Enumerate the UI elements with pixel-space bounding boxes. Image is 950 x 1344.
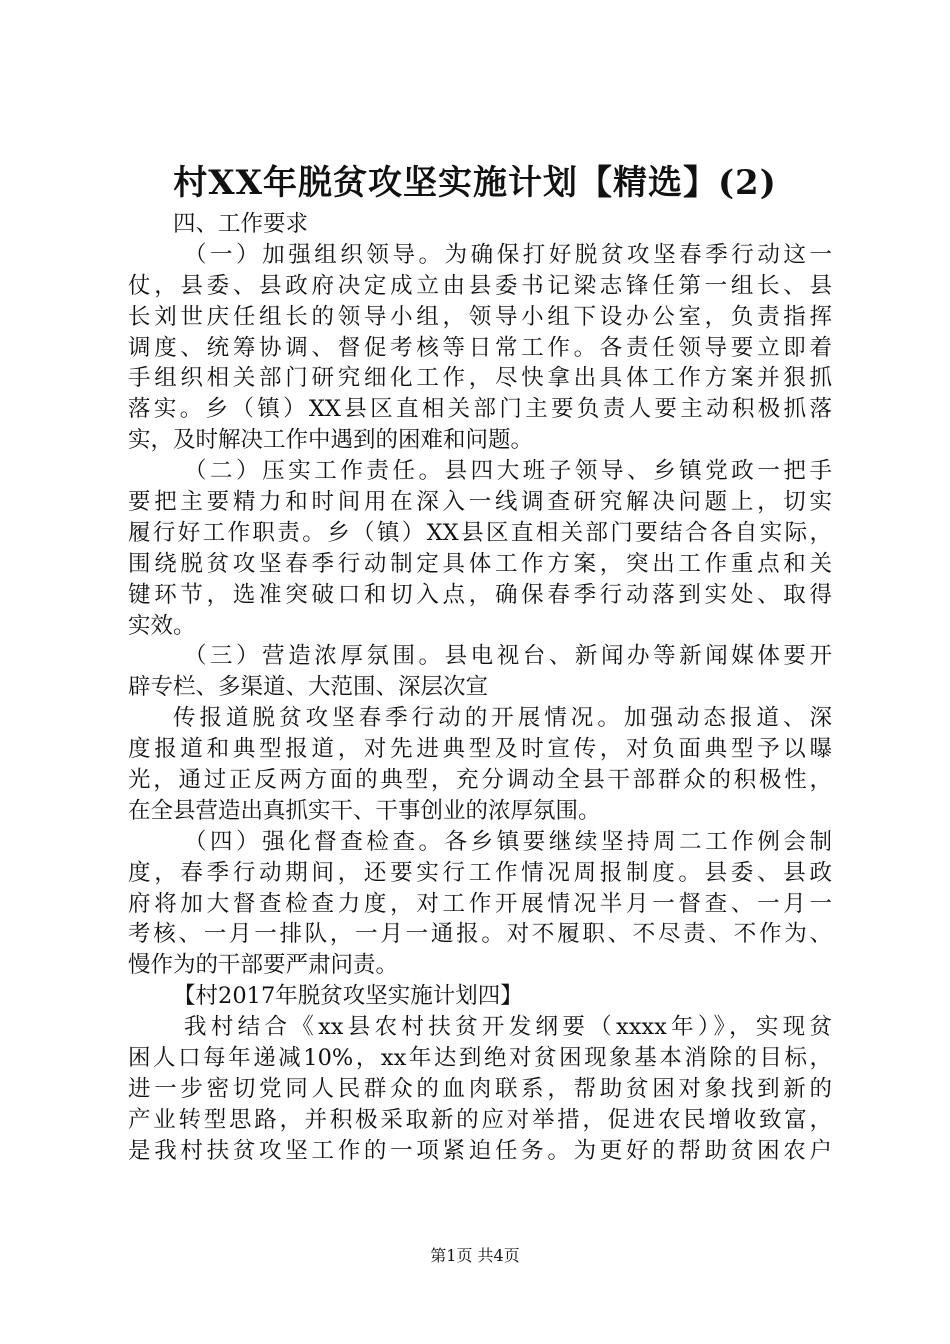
paragraph-line: 考核、一月一排队，一月一通报。对不履职、不尽责、不作为、: [128, 921, 832, 948]
section-heading: 【村2017年脱贫攻坚实施计划四】: [173, 983, 523, 1010]
paragraph-line: 辟专栏、多渠道、大范围、深层次宣: [128, 674, 489, 701]
paragraph-line: 键环节，选准突破口和切入点，确保春季行动落到实处、取得: [128, 581, 832, 608]
paragraph-line: 落实。乡（镇）XX县区直相关部门主要负责人要主动积极抓落: [128, 396, 832, 423]
document-title: 村XX年脱贫攻坚实施计划【精选】(2): [173, 163, 777, 203]
paragraph-line: 手组织相关部门研究细化工作，尽快拿出具体工作方案并狠抓: [128, 365, 832, 392]
paragraph-line: 度，春季行动期间，还要实行工作情况周报制度。县委、县政: [128, 859, 832, 886]
page-number-footer: 第1页 共4页: [430, 1246, 520, 1265]
paragraph-line: （二）压实工作责任。县四大班子领导、乡镇党政一把手: [184, 458, 832, 485]
paragraph-line: 府将加大督查检查力度，对工作开展情况半月一督查、一月一: [128, 890, 832, 917]
paragraph-line: 要把主要精力和时间用在深入一线调查研究解决问题上，切实: [128, 489, 832, 516]
paragraph-line: 是我村扶贫攻坚工作的一项紧迫任务。为更好的帮助贫困农户: [128, 1137, 832, 1164]
paragraph-line: 光，通过正反两方面的典型，充分调动全县干部群众的积极性，: [128, 767, 832, 794]
paragraph-line: 长刘世庆任组长的领导小组，领导小组下设办公室，负责指挥: [128, 303, 832, 330]
paragraph-line: 度报道和典型报道，对先进典型及时宣传，对负面典型予以曝: [128, 736, 832, 763]
paragraph-line: 困人口每年递减10%，xx年达到绝对贫困现象基本消除的目标，: [128, 1045, 832, 1072]
paragraph-line: 在全县营造出真抓实干、干事创业的浓厚氛围。: [128, 797, 601, 824]
section-heading: 四、工作要求: [173, 211, 309, 237]
paragraph-line: 进一步密切党同人民群众的血肉联系，帮助贫困对象找到新的: [128, 1075, 832, 1102]
paragraph-line: 围绕脱贫攻坚春季行动制定具体工作方案，突出工作重点和关: [128, 550, 832, 577]
paragraph-line: 调度、统筹协调、督促考核等日常工作。各责任领导要立即着: [128, 334, 832, 361]
document-body: [128, 209, 832, 1167]
paragraph-line: 履行好工作职责。乡（镇）XX县区直相关部门要结合各自实际，: [128, 519, 832, 546]
paragraph-line: 慢作为的干部要严肃问责。: [128, 952, 399, 979]
paragraph-line: 传报道脱贫攻坚春季行动的开展情况。加强动态报道、深: [173, 705, 832, 732]
paragraph-line: （四）强化督查检查。各乡镇要继续坚持周二工作例会制: [184, 828, 832, 855]
paragraph-line: 实效。: [128, 612, 196, 639]
paragraph-line: 实，及时解决工作中遇到的困难和问题。: [128, 427, 534, 454]
paragraph-line: 产业转型思路，并积极采取新的应对举措，促进农民增收致富，: [128, 1106, 832, 1133]
paragraph-line: 仗，县委、县政府决定成立由县委书记梁志锋任第一组长、县: [128, 272, 832, 299]
paragraph-line: （三）营造浓厚氛围。县电视台、新闻办等新闻媒体要开: [184, 643, 832, 670]
paragraph-line: （一）加强组织领导。为确保打好脱贫攻坚春季行动这一: [184, 241, 832, 268]
paragraph-line: 我村结合《xx县农村扶贫开发纲要（xxxx年）》，实现贫: [184, 1014, 832, 1041]
